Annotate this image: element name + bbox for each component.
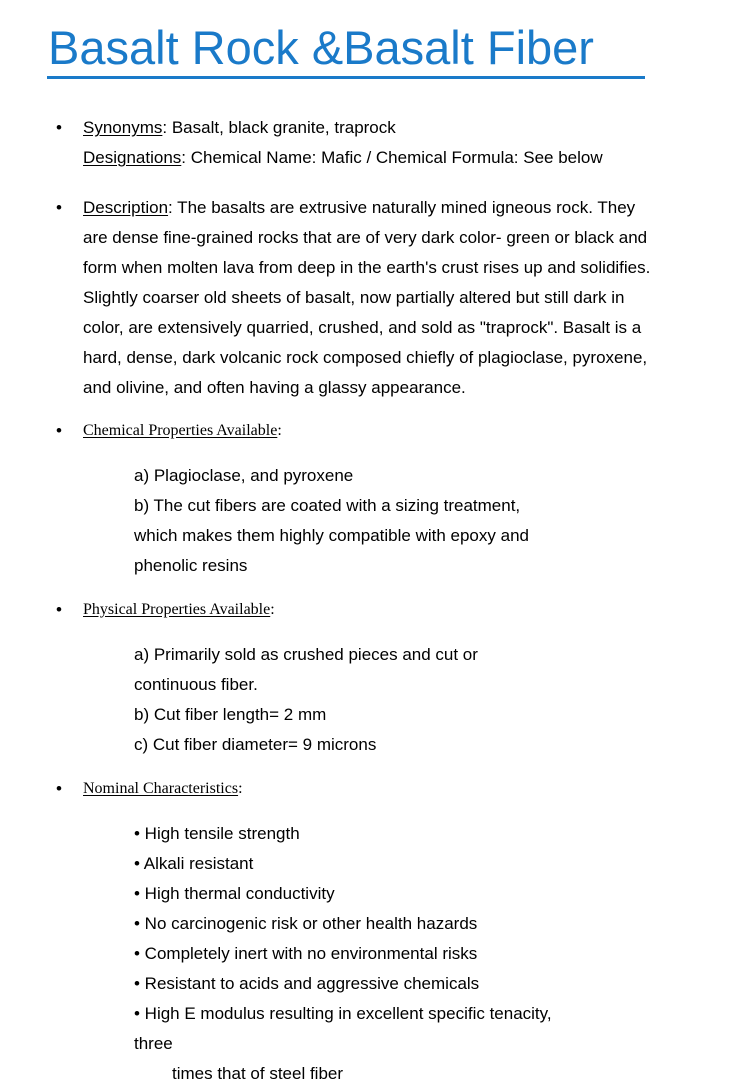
bullet-icon: • — [56, 779, 62, 798]
list-item: a) Primarily sold as crushed pieces and cut or — [134, 645, 478, 664]
chemical-suffix: : — [277, 422, 282, 439]
nominal-label: Nominal Characteristics — [83, 780, 239, 797]
list-item-continuation: times that of steel fiber — [172, 1064, 344, 1083]
list-item: b) Cut fiber length= 2 mm — [134, 705, 327, 724]
list-item: c) Cut fiber diameter= 9 microns — [134, 735, 377, 754]
physical-heading — [83, 595, 275, 625]
bullet-icon: • — [56, 118, 62, 137]
description-line: are dense fine-grained rocks that are of very dark color- green or black and — [83, 228, 648, 247]
nominal-heading — [83, 774, 243, 804]
list-item: b) The cut fibers are coated with a sizing treatment, — [134, 496, 521, 515]
description-block — [83, 193, 683, 403]
list-item: • High E modulus resulting in excellent specific tenacity, — [134, 1004, 552, 1023]
bullet-icon: • — [56, 421, 62, 440]
list-item: • Resistant to acids and aggressive chemicals — [134, 974, 480, 993]
bullet-icon: • — [56, 198, 62, 217]
description-line: hard, dense, dark volcanic rock composed chiefly of plagioclase, pyroxene, — [83, 348, 648, 367]
title-underline-rule — [47, 76, 645, 79]
chemical-list — [134, 461, 594, 581]
designations-label: Designations — [83, 148, 182, 167]
list-item: • Completely inert with no environmental risks — [134, 944, 478, 963]
physical-list — [134, 640, 594, 760]
list-item: a) Plagioclase, and pyroxene — [134, 466, 354, 485]
chemical-label: Chemical Properties Available — [83, 422, 278, 439]
description-line: color, are extensively quarried, crushed, and sold as "traprock". Basalt is a — [83, 318, 642, 337]
nominal-list — [134, 819, 594, 1089]
description-label: Description — [83, 198, 169, 217]
description-line — [83, 193, 683, 223]
physical-suffix: : — [270, 601, 275, 618]
bullet-icon: • — [56, 600, 62, 619]
list-item: • Alkali resistant — [134, 854, 254, 873]
list-item: • No carcinogenic risk or other health hazards — [134, 914, 478, 933]
list-item: continuous fiber. — [134, 675, 258, 694]
nominal-suffix: : — [238, 780, 243, 797]
designations-line — [83, 143, 683, 173]
list-item: three — [134, 1034, 173, 1053]
description-text: : The basalts are extrusive naturally mined igneous rock. They — [168, 198, 636, 217]
list-item: • High thermal conductivity — [134, 884, 335, 903]
synonyms-line — [83, 113, 683, 143]
list-item: • High tensile strength — [134, 824, 300, 843]
physical-label: Physical Properties Available — [83, 601, 271, 618]
designations-text: : Chemical Name: Mafic / Chemical Formula: See below — [181, 148, 603, 167]
list-item: which makes them highly compatible with epoxy and — [134, 526, 529, 545]
synonyms-block — [83, 113, 683, 173]
synonyms-text: : Basalt, black granite, traprock — [162, 118, 396, 137]
description-line: Slightly coarser old sheets of basalt, now partially altered but still dark in — [83, 288, 625, 307]
synonyms-label: Synonyms — [83, 118, 163, 137]
chemical-heading — [83, 416, 282, 446]
page-title: Basalt Rock &Basalt Fiber — [48, 21, 594, 74]
description-line: and olivine, and often having a glassy appearance. — [83, 378, 466, 397]
list-item: phenolic resins — [134, 556, 248, 575]
description-line: form when molten lava from deep in the earth's crust rises up and solidifies. — [83, 258, 651, 277]
